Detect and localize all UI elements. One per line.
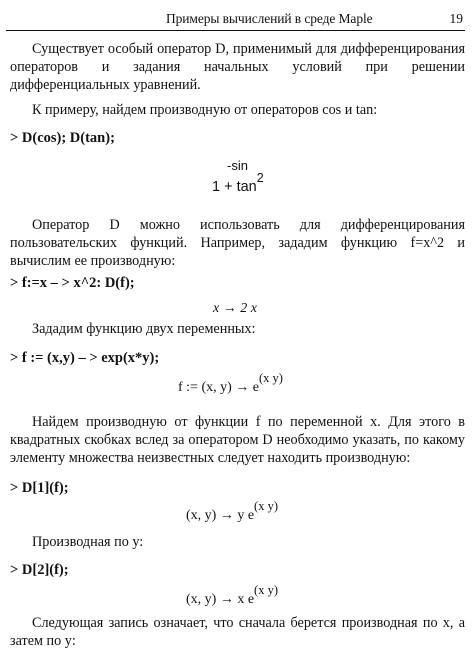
paragraph-two-variables: Зададим функцию двух переменных: xyxy=(32,321,256,337)
output-main: (x, y) → x e xyxy=(186,592,255,607)
paragraph-derivative-by-x: Найдем производную от функции f по переменной x. Для этого в квадратных скобках вслед за оператором D необходимо указать, по какому элементу множества неизвестных следует находить производную: xyxy=(10,414,465,466)
output-exponent: (x y) xyxy=(259,371,283,385)
paragraph-user-function: Оператор D можно использовать для дифференцирования пользовательских функций. Например, зададим функцию f=x^2 и вычислим ее производную: xyxy=(10,217,465,269)
output-exponent: 2 xyxy=(256,171,264,185)
command-define-f-exp: > f := (x,y) – > exp(x*y); xyxy=(10,350,160,366)
page-number: 19 xyxy=(449,11,463,26)
paragraph-mixed-derivative: Следующая запись означает, что сначала берется производная по x, а затем по y: xyxy=(10,615,465,649)
output-main: f := (x, y) → e xyxy=(178,380,259,395)
command-define-f-x-squared: > f:=x – > x^2: D(f); xyxy=(10,275,135,291)
paragraph-derivative-by-y: Производная по y: xyxy=(32,534,144,550)
running-title: Примеры вычислений в среде Maple xyxy=(166,11,373,26)
command-d-cos-tan: > D(cos); D(tan); xyxy=(10,130,115,146)
command-d2-f: > D[2](f); xyxy=(10,562,69,578)
output-derivative-2x: x → 2 x xyxy=(213,301,257,316)
page-header xyxy=(6,10,465,31)
output-base: 1 + tan xyxy=(212,179,257,195)
output-main: (x, y) → y e xyxy=(186,508,255,523)
output-d1-result xyxy=(186,499,278,524)
paragraph-intro-d-operator: Существует особый оператор D, применимый для дифференцирования операторов и задания начальных условий при решении дифференциальных уравнений. xyxy=(10,41,465,93)
output-d2-result xyxy=(186,583,278,608)
output-exponent: (x y) xyxy=(254,499,278,513)
command-d1-f: > D[1](f); xyxy=(10,480,69,496)
output-one-plus-tan-squared xyxy=(212,171,264,195)
paragraph-cos-tan-example: К примеру, найдем производную от операторов cos и tan: xyxy=(32,102,378,118)
output-exponent: (x y) xyxy=(254,583,278,597)
output-minus-sin: -sin xyxy=(227,158,248,173)
output-f-exp-xy xyxy=(178,371,283,396)
